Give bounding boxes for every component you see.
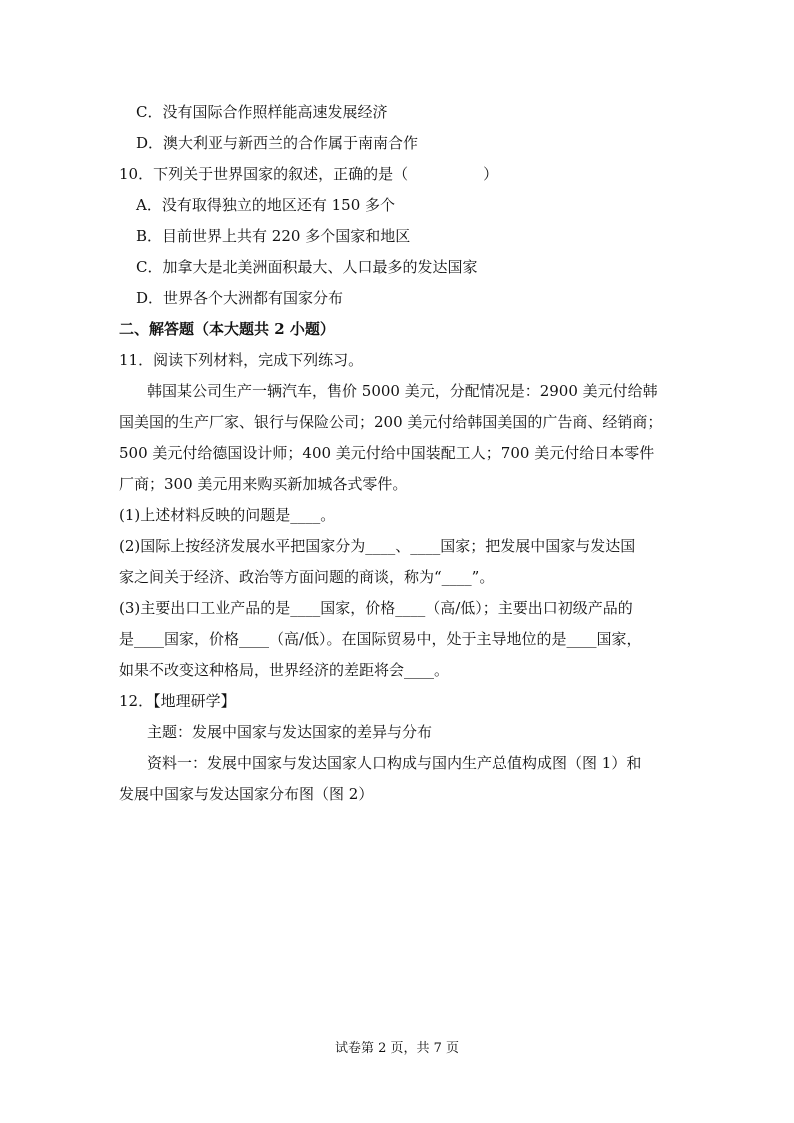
question-12: 12．【地理研学】 xyxy=(119,692,236,710)
sub-question-3-c: 如果不改变这种格局，世界经济的差距将会____。 xyxy=(119,661,450,679)
resource-line-1: 资料一：发展中国家与发达国家人口构成与国内生产总值构成图（图 1）和 xyxy=(147,754,642,772)
option-d-q10: D．世界各个大洲都有国家分布 xyxy=(136,289,344,307)
sub-question-3-a: (3)主要出口工业产品的是____国家，价格____（高/低）；主要出口初级产品的 xyxy=(119,599,633,617)
sub-question-2-b: 家之间关于经济、政治等方面问题的商谈，称为“____”。 xyxy=(119,568,495,586)
section-heading: 二、解答题（本大题共 2 小题） xyxy=(119,320,335,338)
material-line-1: 韩国某公司生产一辆汽车，售价 5000 美元，分配情况是：2900 美元付给韩 xyxy=(147,382,658,400)
material-line-4: 厂商；300 美元用来购买新加城各式零件。 xyxy=(119,475,408,493)
sub-question-2-a: (2)国际上按经济发展水平把国家分为____、____国家；把发展中国家与发达国 xyxy=(119,537,636,555)
option-b-q10: B．目前世界上共有 220 多个国家和地区 xyxy=(136,227,411,245)
topic-line: 主题：发展中国家与发达国家的差异与分布 xyxy=(147,723,433,741)
option-d-q9: D．澳大利亚与新西兰的合作属于南南合作 xyxy=(136,134,419,152)
option-c-q10: C．加拿大是北美洲面积最大、人口最多的发达国家 xyxy=(136,258,478,276)
resource-line-2: 发展中国家与发达国家分布图（图 2） xyxy=(119,785,374,803)
material-line-3: 500 美元付给德国设计师；400 美元付给中国装配工人；700 美元付给日本零件 xyxy=(119,444,655,462)
option-c-q9: C．没有国际合作照样能高速发展经济 xyxy=(136,103,388,121)
question-10: 10．下列关于世界国家的叙述，正确的是（ ） xyxy=(119,165,499,183)
material-line-2: 国美国的生产厂家、银行与保险公司；200 美元付给韩国美国的广告商、经销商； xyxy=(119,413,663,431)
sub-question-1: (1)上述材料反映的问题是____。 xyxy=(119,506,336,524)
question-11: 11．阅读下列材料，完成下列练习。 xyxy=(119,351,364,369)
option-a-q10: A．没有取得独立的地区还有 150 多个 xyxy=(136,196,396,214)
page-footer: 试卷第 2 页，共 7 页 xyxy=(334,1041,460,1056)
sub-question-3-b: 是____国家，价格____（高/低）。在国际贸易中，处于主导地位的是____国家， xyxy=(119,630,642,648)
